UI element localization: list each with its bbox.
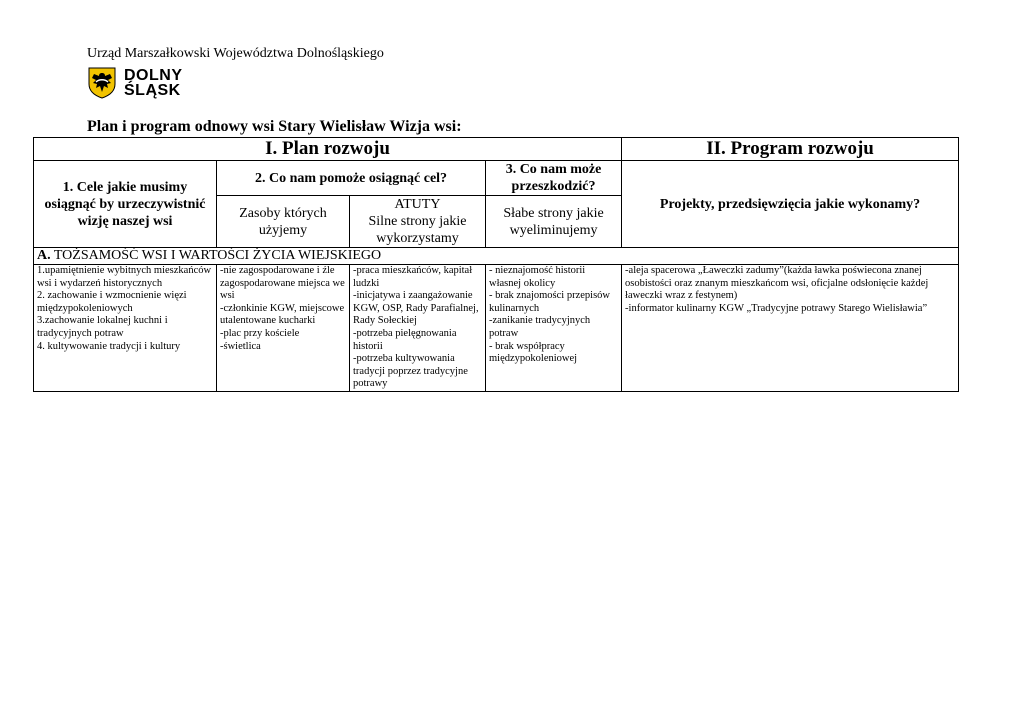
logo-line-2: ŚLĄSK: [124, 82, 181, 99]
logo-line-1: DOLNY: [124, 67, 183, 84]
development-plan-table: [33, 137, 959, 392]
strengths-subheader: [350, 196, 486, 248]
list-item: -praca mieszkańców, kapitał ludzki: [353, 265, 473, 289]
list-item: 3.zachowanie lokalnej kuchni i tradycyjnych potraw: [37, 315, 168, 339]
resources-cell: [217, 265, 350, 392]
list-item: -inicjatywa i zaangażowanie KGW, OSP, Rady Parafialnej, Rady Sołeckiej: [353, 290, 479, 327]
helps-header: 2. Co nam pomoże osiągnąć cel?: [217, 161, 486, 196]
program-header: II. Program rozwoju: [622, 138, 959, 161]
list-item: -informator kulinarny KGW „Tradycyjne potrawy Starego Wielisławia”: [625, 302, 928, 314]
atuty-description: Silne strony jakie wykorzystamy: [368, 214, 467, 246]
list-item: - nieznajomość historii własnej okolicy: [489, 265, 586, 289]
section-a-heading: [34, 248, 959, 265]
list-item: -nie zagospodarowane i źle zagospodarowane miejsca we wsi: [220, 265, 345, 302]
list-item: - brak współpracy międzypokoleniowej: [489, 340, 578, 365]
office-name: Urząd Marszałkowski Województwa Dolnośląskiego: [87, 46, 384, 61]
list-item: -członkinie KGW, miejscowe utalentowane kucharki: [220, 302, 345, 327]
weaknesses-subheader: Słabe strony jakie wyeliminujemy: [486, 196, 622, 248]
plan-header: I. Plan rozwoju: [34, 138, 622, 161]
list-item: -potrzeba kultywowania tradycji poprzez tradycyjne potrawy: [353, 353, 468, 390]
dolny-slask-logo: [88, 66, 183, 100]
weaknesses-cell: [486, 265, 622, 392]
document-title: Plan i program odnowy wsi Stary Wielisław Wizja wsi:: [87, 118, 462, 135]
list-item: -aleja spacerowa „Ławeczki zadumy”(każda ławka poświecona znanej osobistości oraz znanym mieszkańcom wsi, oficjalne odsłonięcie każdej ławeczki wraz z festynem): [625, 265, 929, 302]
goals-header: 1. Cele jakie musimy osiągnąć by urzeczywistnić wizję naszej wsi: [34, 161, 217, 248]
atuty-title: ATUTY: [394, 197, 441, 212]
list-item: 4. kultywowanie tradycji i kultury: [37, 340, 181, 352]
list-item: -zanikanie tradycyjnych potraw: [489, 315, 591, 339]
list-item: -potrzeba pielęgnowania historii: [353, 327, 457, 352]
section-a-letter: A.: [37, 248, 51, 263]
list-item: 1.upamiętnienie wybitnych mieszkańców wsi i wydarzeń historycznych: [37, 265, 212, 289]
goals-cell: [34, 265, 217, 392]
list-item: - brak znajomości przepisów kulinarnych: [489, 290, 611, 314]
section-a-title: TOŻSAMOŚĆ WSI I WARTOŚCI ŻYCIA WIEJSKIEGO: [50, 248, 382, 263]
list-item: 2. zachowanie i wzmocnienie więzi międzypokoleniowych: [37, 290, 187, 314]
projects-cell: [622, 265, 959, 392]
strengths-cell: [350, 265, 486, 392]
projects-header: Projekty, przedsięwzięcia jakie wykonamy?: [622, 161, 959, 248]
resources-subheader: Zasoby których użyjemy: [217, 196, 350, 248]
obstacles-header: 3. Co nam może przeszkodzić?: [486, 161, 622, 196]
list-item: -plac przy kościele: [220, 327, 300, 339]
eagle-crest-icon: [88, 67, 116, 99]
list-item: -świetlica: [220, 340, 261, 352]
